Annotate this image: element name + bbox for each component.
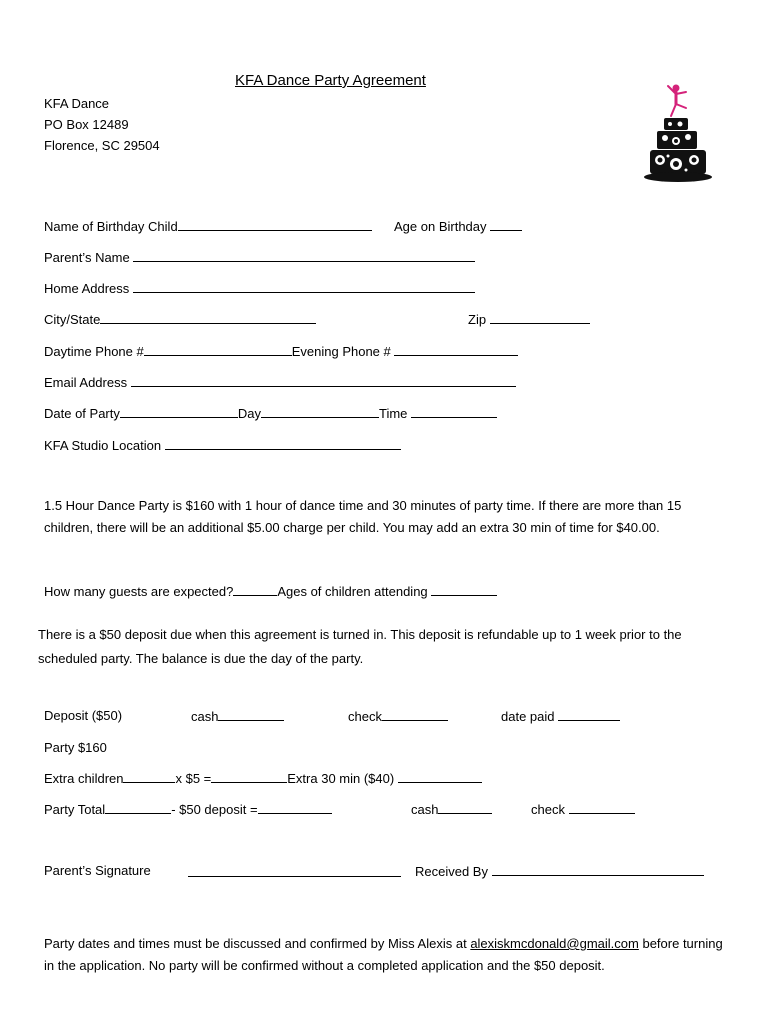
pricing-paragraph: 1.5 Hour Dance Party is $160 with 1 hour of dance time and 30 minutes of party time. If there are more than 15 children, there will be an additional $5.00 charge per child. You may add an extra 30 min of time for $40.00. [44, 498, 682, 535]
deposit-cash-field[interactable] [191, 708, 284, 725]
date-paid-field[interactable] [501, 708, 620, 725]
zip-label: Zip [468, 312, 487, 327]
age-label: Age on Birthday [394, 219, 487, 234]
received-by-field[interactable] [415, 863, 704, 880]
studio-location-line [165, 437, 401, 450]
city-state-line [100, 311, 316, 324]
footer-text-before: Party dates and times must be discussed and confirmed by Miss Alexis at [44, 936, 471, 951]
party-date-label: Date of Party [44, 406, 120, 421]
party-total-label: Party Total [44, 802, 106, 817]
daytime-phone-line [144, 343, 292, 356]
deposit-cash-line [218, 708, 284, 721]
party-price-label: Party $160 [44, 740, 107, 755]
email-line [131, 374, 516, 387]
address-line-1: KFA Dance [44, 96, 110, 111]
deposit-paragraph: There is a $50 deposit due when this agreement is turned in. This deposit is refundable up to 1 week prior to the scheduled party. The balance is due the day of the party. [38, 627, 682, 666]
ages-label: Ages of children attending [277, 584, 428, 599]
party-total-field[interactable] [44, 801, 332, 818]
evening-phone-line [394, 343, 518, 356]
studio-location-field[interactable] [44, 437, 401, 454]
date-paid-label: date paid [501, 709, 555, 724]
child-name-label: Name of Birthday Child [44, 219, 178, 234]
child-name-field[interactable] [44, 218, 372, 235]
zip-field[interactable] [468, 311, 590, 328]
deposit-cash-label: cash [191, 709, 219, 724]
guests-expected-label: How many guests are expected? [44, 584, 234, 599]
deposit-check-line [382, 708, 448, 721]
child-name-line [178, 218, 372, 231]
city-state-label: City/State [44, 312, 101, 327]
deposit-check-label: check [348, 709, 382, 724]
total-cash-field[interactable] [411, 801, 492, 818]
home-address-field[interactable] [44, 280, 475, 297]
email-link[interactable]: alexiskmcdonald@gmail.com [470, 936, 639, 951]
parent-signature-label: Parent’s Signature [44, 863, 151, 878]
time-label: Time [379, 406, 408, 421]
email-field[interactable] [44, 374, 516, 391]
email-label: Email Address [44, 375, 128, 390]
deposit-check-field[interactable] [348, 708, 448, 725]
date-paid-line [558, 708, 620, 721]
extra-30-line [398, 770, 482, 783]
guests-field[interactable] [44, 583, 497, 600]
extras-field[interactable] [44, 770, 482, 787]
age-field[interactable] [394, 218, 522, 235]
time-line [411, 405, 497, 418]
footer-paragraph [44, 933, 734, 977]
home-address-label: Home Address [44, 281, 130, 296]
city-state-field[interactable] [44, 311, 316, 328]
footer-text-after: before turning in the application. No party will be confirmed without a completed application and the $50 deposit. [44, 936, 723, 973]
total-check-field[interactable] [531, 801, 635, 818]
extra-children-line [123, 770, 175, 783]
day-label: Day [237, 406, 261, 421]
party-total-line [105, 801, 171, 814]
received-by-line [492, 863, 704, 876]
day-line [261, 405, 379, 418]
address-line-3: Florence, SC 29504 [44, 138, 160, 153]
guests-expected-line [233, 583, 277, 596]
zip-line [490, 311, 590, 324]
age-line [490, 218, 522, 231]
total-cash-label: cash [411, 802, 439, 817]
total-check-line [569, 801, 635, 814]
extra-children-label: Extra children [44, 771, 124, 786]
home-address-line [133, 280, 475, 293]
parent-signature-line[interactable] [188, 876, 401, 877]
ages-line [431, 583, 497, 596]
minus-deposit-label: - $50 deposit = [171, 802, 258, 817]
page-title: KFA Dance Party Agreement [235, 72, 426, 89]
minus-deposit-line [258, 801, 332, 814]
received-by-label: Received By [415, 864, 488, 879]
party-date-field[interactable] [44, 405, 497, 422]
studio-location-label: KFA Studio Location [44, 438, 162, 453]
daytime-phone-label: Daytime Phone # [44, 344, 144, 359]
total-cash-line [438, 801, 492, 814]
address-line-2: PO Box 12489 [44, 117, 129, 132]
parent-name-line [133, 249, 475, 262]
phone-field[interactable] [44, 343, 518, 360]
party-date-line [120, 405, 238, 418]
total-check-label: check [531, 802, 565, 817]
deposit-label: Deposit ($50) [44, 708, 123, 723]
parent-name-label: Parent’s Name [44, 250, 130, 265]
evening-phone-label: Evening Phone # [291, 344, 391, 359]
times-five-label: x $5 = [175, 771, 212, 786]
parent-name-field[interactable] [44, 249, 475, 266]
times-five-line [211, 770, 287, 783]
dance-cake-logo-icon [640, 78, 716, 188]
extra-30-label: Extra 30 min ($40) [287, 771, 395, 786]
